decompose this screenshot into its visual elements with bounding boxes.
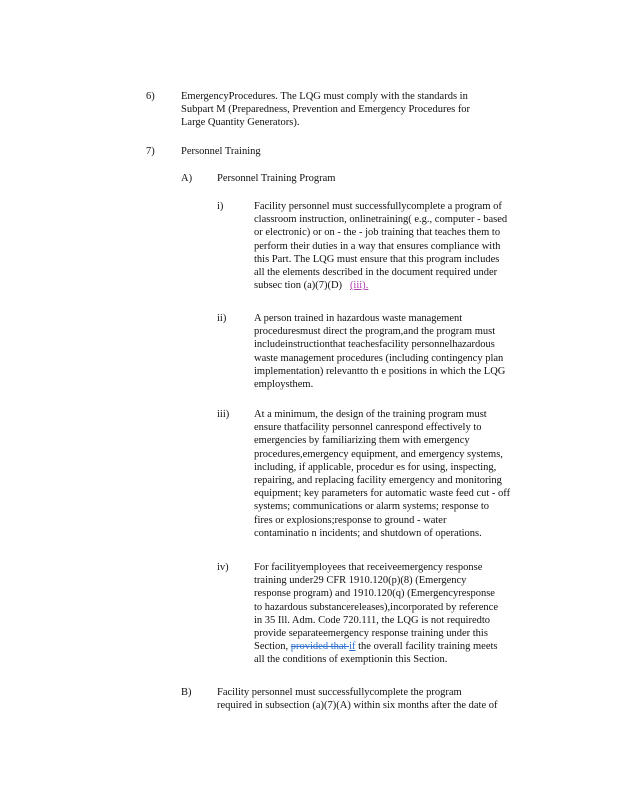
para-iv-edited-line xyxy=(254,640,539,653)
para-iii-line: equipment; key parameters for automatic waste feed cut - off xyxy=(254,488,511,500)
para-i-line-text: subsec tion (a)(7)(D) xyxy=(254,280,343,292)
para-ii-text xyxy=(254,312,539,391)
para-i-line: Facility personnel must successfullycomplete a program of xyxy=(254,201,502,212)
para-iv-line: in 35 Ill. Adm. Code 720.111, the LQG is not requiredto xyxy=(254,614,491,626)
para-iii-line: including, if applicable, procedur es for using, inspecting, xyxy=(254,461,497,473)
para-iii-number: iii) xyxy=(217,409,230,420)
para-ii-line: implementation) relevantto th e positions in which the LQG xyxy=(254,365,506,377)
item-7-number: 7) xyxy=(146,146,155,157)
para-iii-line: fires or explosions;response to ground - water xyxy=(254,514,447,526)
para-i-text xyxy=(254,200,539,292)
para-ii-line: waste management procedures (including contingency plan xyxy=(254,352,504,364)
item-6-number: 6) xyxy=(146,91,155,102)
para-i-line: this Part. The LQG must ensure that this program includes xyxy=(254,253,500,265)
para-i-line: perform their duties in a way that ensures compliance with xyxy=(254,240,501,252)
sub-b-text xyxy=(217,686,542,712)
para-iii-line: systems; communications or alarm systems; response to xyxy=(254,501,490,513)
para-i-line: all the elements described in the document required under xyxy=(254,267,498,279)
inserted-text: if xyxy=(349,641,356,653)
para-iii-line: ensure thatfacility personnel canrespond effectively to xyxy=(254,422,482,434)
para-iii-line: procedures,emergency equipment, and emergency systems, xyxy=(254,448,503,460)
para-iii-text xyxy=(254,408,544,540)
para-iv-number: iv) xyxy=(217,562,229,573)
para-iv-text xyxy=(254,561,539,667)
para-iv-line: training under29 CFR 1910.120(p)(8) (Emergency xyxy=(254,575,467,587)
sub-b-line: required in subsection (a)(7)(A) within six months after the date of xyxy=(217,700,498,712)
para-i-number: i) xyxy=(217,201,224,212)
para-iv-line: provide separateemergency response training under this xyxy=(254,628,488,640)
para-ii-line: A person trained in hazardous waste management xyxy=(254,313,463,324)
para-iv-line: to hazardous substancereleases),incorporated by reference xyxy=(254,601,499,613)
deleted-text: provided that xyxy=(290,641,350,653)
para-iii-line: emergencies by familiarizing them with emergency xyxy=(254,435,470,447)
sub-a-title: Personnel Training Program xyxy=(217,173,336,184)
para-i-last-line xyxy=(254,279,539,292)
para-iii-line: contaminatio n incidents; and shutdown of operations. xyxy=(254,527,482,539)
para-iv-line: all the conditions of exemptionin this Section. xyxy=(254,654,448,666)
inserted-period: . xyxy=(365,280,369,292)
item-7-title: Personnel Training xyxy=(181,146,261,157)
para-i-line: or electronic) or on - the - job training that teaches them to xyxy=(254,227,501,239)
para-iv-line: response program) and 1910.120(q) (Emergencyresponse xyxy=(254,588,495,600)
sub-a-letter: A) xyxy=(181,173,193,184)
para-iii-line: repairing, and replacing facility emergency and monitoring xyxy=(254,475,502,487)
inserted-reference: (iii) xyxy=(349,280,366,292)
sub-b-line: Facility personnel must successfullycomplete the program xyxy=(217,687,462,698)
para-ii-line: includeinstructionthat teachesfacility personnelhazardous xyxy=(254,339,495,351)
item-6-line: Large Quantity Generators). xyxy=(181,117,300,129)
para-ii-line: proceduresmust direct the program,and the program must xyxy=(254,326,496,338)
para-iii-line: At a minimum, the design of the training program must xyxy=(254,409,487,420)
item-6-line: EmergencyProcedures. The LQG must comply with the standards in xyxy=(181,91,468,102)
para-ii-line: employsthem. xyxy=(254,379,314,391)
sub-b-letter: B) xyxy=(181,687,192,698)
para-ii-number: ii) xyxy=(217,313,227,324)
line-start: Section, xyxy=(254,641,291,653)
item-6-text xyxy=(181,90,521,130)
item-6-line: Subpart M (Preparedness, Prevention and Emergency Procedures for xyxy=(181,104,471,116)
line-end: the overall facility training meets xyxy=(355,641,498,653)
para-i-line: classroom instruction, onlinetraining( e.g., computer - based xyxy=(254,214,508,226)
para-iv-line: For facilityemployees that receiveemergency response xyxy=(254,562,483,573)
